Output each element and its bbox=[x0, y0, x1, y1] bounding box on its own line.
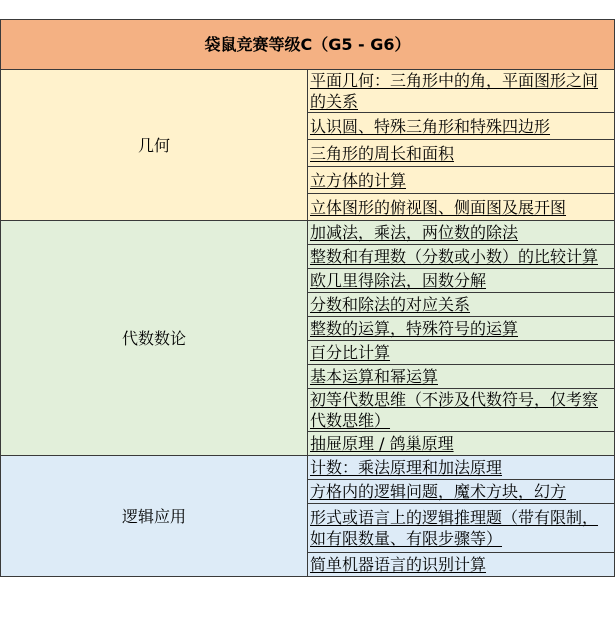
topic-item: 百分比计算 bbox=[308, 341, 615, 365]
category-algebra: 代数数论 bbox=[1, 221, 308, 456]
topic-item: 加减法，乘法，两位数的除法 bbox=[308, 221, 615, 245]
table-row bbox=[1, 456, 615, 480]
table-row bbox=[1, 221, 615, 245]
topic-item: 三角形的周长和面积 bbox=[308, 140, 615, 167]
topic-item: 计数：乘法原理和加法原理 bbox=[308, 456, 615, 480]
topic-item: 分数和除法的对应关系 bbox=[308, 293, 615, 317]
topic-item: 简单机器语言的识别计算 bbox=[308, 553, 615, 577]
topic-item: 欧几里得除法，因数分解 bbox=[308, 269, 615, 293]
curriculum-table bbox=[0, 19, 615, 577]
topic-item: 平面几何：三角形中的角，平面图形之间的关系 bbox=[308, 70, 615, 113]
topic-item: 立体图形的俯视图、侧面图及展开图 bbox=[308, 194, 615, 221]
table-row bbox=[1, 70, 615, 113]
topic-item: 抽屉原理 / 鸽巢原理 bbox=[308, 432, 615, 456]
table-header-row bbox=[1, 20, 615, 70]
topic-item: 初等代数思维（不涉及代数符号，仅考察代数思维） bbox=[308, 389, 615, 432]
topic-item: 形式或语言上的逻辑推理题（带有限制，如有限数量、有限步骤等） bbox=[308, 504, 615, 553]
category-logic: 逻辑应用 bbox=[1, 456, 308, 577]
topic-item: 基本运算和幂运算 bbox=[308, 365, 615, 389]
table-title: 袋鼠竞赛等级C（G5 - G6） bbox=[1, 20, 615, 70]
topic-item: 方格内的逻辑问题，魔术方块，幻方 bbox=[308, 480, 615, 504]
topic-item: 整数和有理数（分数或小数）的比较计算 bbox=[308, 245, 615, 269]
topic-item: 整数的运算，特殊符号的运算 bbox=[308, 317, 615, 341]
topic-item: 立方体的计算 bbox=[308, 167, 615, 194]
category-geometry: 几何 bbox=[1, 70, 308, 221]
topic-item: 认识圆、特殊三角形和特殊四边形 bbox=[308, 113, 615, 140]
